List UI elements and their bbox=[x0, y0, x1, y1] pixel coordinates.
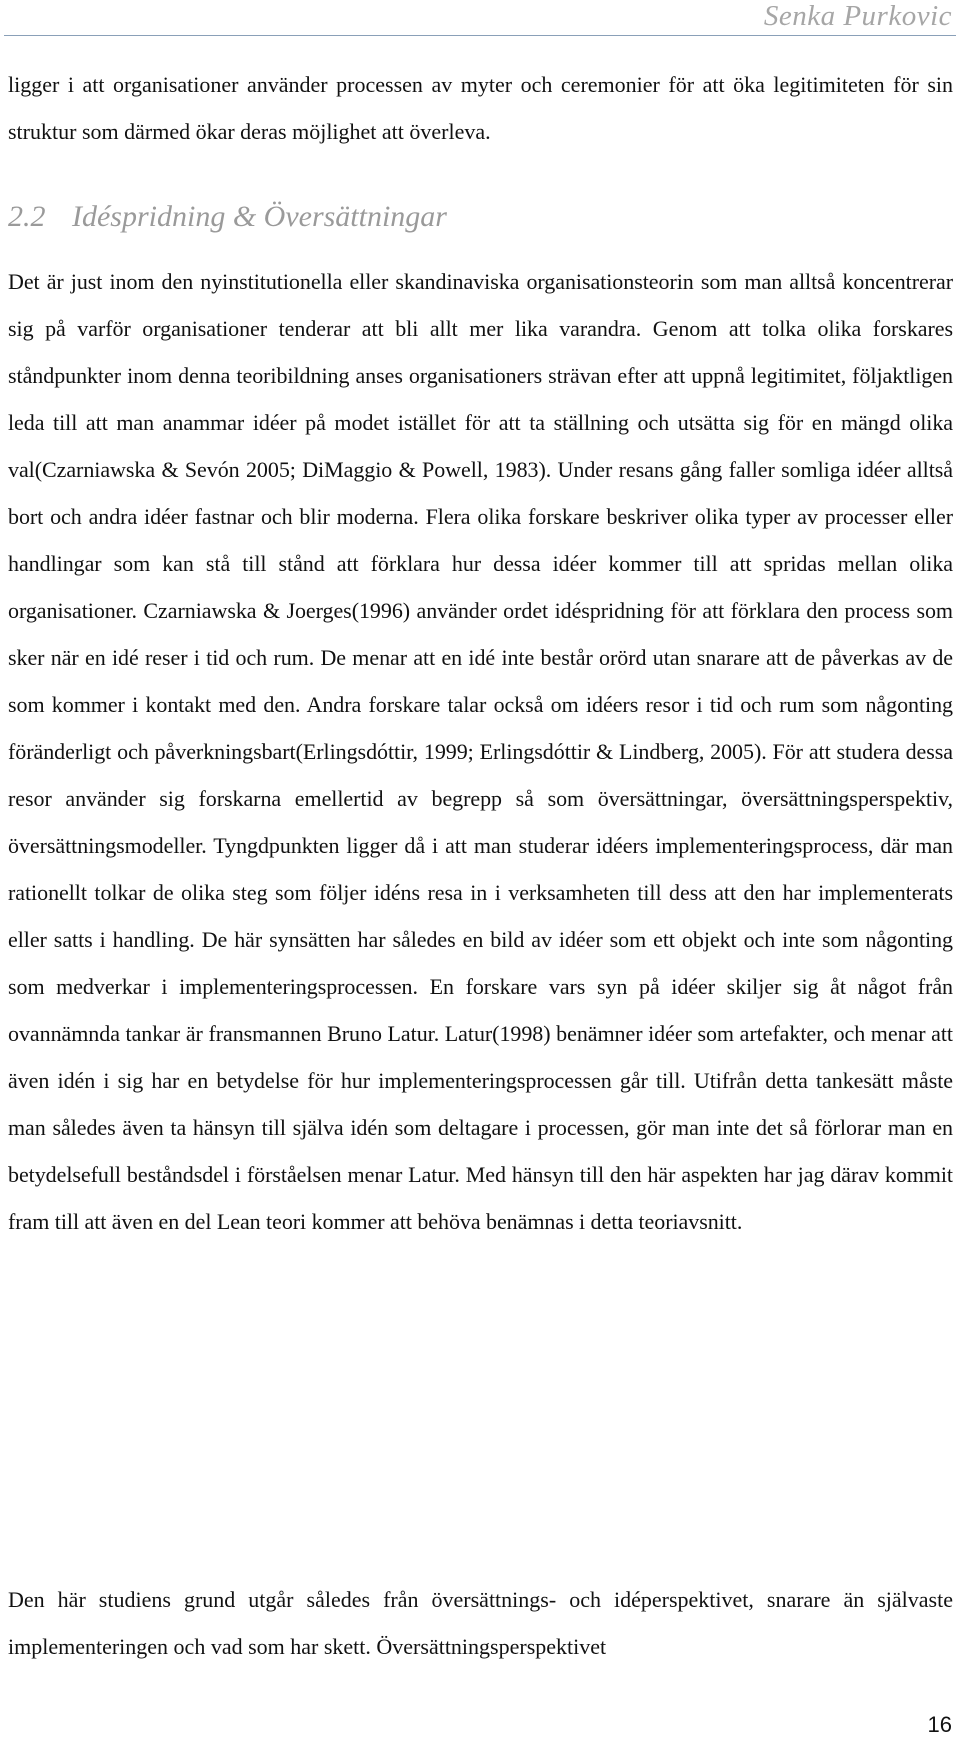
section-number: 2.2 bbox=[8, 200, 46, 233]
intro-paragraph: ligger i att organisationer använder processen av myter och ceremonier för att öka legitimiteten för sin struktur som därmed ökar deras möjlighet att överleva. bbox=[8, 72, 953, 144]
page-header bbox=[0, 0, 960, 36]
page-number: 16 bbox=[927, 1712, 952, 1737]
closing-paragraph: Den här studiens grund utgår således från översättnings- och idéperspektivet, snarare än självaste implementeringen och vad som har skett. Översättningsperspektivet bbox=[8, 1587, 953, 1659]
header-divider bbox=[4, 35, 956, 36]
header-author: Senka Purkovic bbox=[763, 0, 952, 32]
section-title: Idéspridning & Översättningar bbox=[72, 200, 447, 233]
section-heading bbox=[8, 200, 953, 234]
main-paragraph: Det är just inom den nyinstitutionella eller skandinaviska organisationsteorin som man alltså koncentrerar sig på varför organisationer tenderar att bli allt mer lika varandra. Genom att tolka olika forskares ståndpunkter inom denna teoribildning anses organisationers strävan efter att uppnå legitimitet, följaktligen leda till att man anammar idéer på modet istället för att ta ställning och utsätta sig för en mängd olika val(Czarniawska & Sevón 2005; DiMaggio & Powell, 1983). Under resans gång faller somliga idéer alltså bort och andra idéer fastnar och blir moderna. Flera olika forskare beskriver olika typer av processer eller handlingar som kan stå till stånd att förklara hur dessa idéer kommer till att spridas mellan olika organisationer. Czarniawska & Joerges(1996) använder ordet idéspridning för att förklara den process som sker när en idé reser i tid och rum. De menar att en idé inte består orörd utan snarare att de påverkas av de som kommer i kontakt med den. Andra forskare talar också om idéers resor i tid och rum som någonting föränderligt och påverkningsbart(Erlingsdóttir, 1999; Erlingsdóttir & Lindberg, 2005). För att studera dessa resor använder sig forskarna emellertid av begrepp så som översättningar, översättningsperspektiv, översättningsmodeller. Tyngdpunkten ligger då i att man studerar idéers implementeringsprocess, där man rationellt tolkar de olika steg som följer idéns resa in i verksamheten till dess att den har implementerats eller satts i handling. De här synsätten har således en bild av idéer som ett objekt och inte som någonting som medverkar i implementeringsprocessen. En forskare vars syn på idéer skiljer sig åt något från ovannämnda tankar är fransmannen Bruno Latur. Latur(1998) benämner idéer som artefakter, och menar att även idén i sig har en betydelse för hur implementeringsprocessen går till. Utifrån detta tankesätt måste man således även ta hänsyn till själva idén som deltagare i processen, gör man inte det så förlorar man en betydelsefull beståndsdel i förståelsen menar Latur. Med hänsyn till den här aspekten har jag därav kommit fram till att även en del Lean teori kommer att behöva benämnas i detta teoriavsnitt. bbox=[8, 269, 953, 1234]
